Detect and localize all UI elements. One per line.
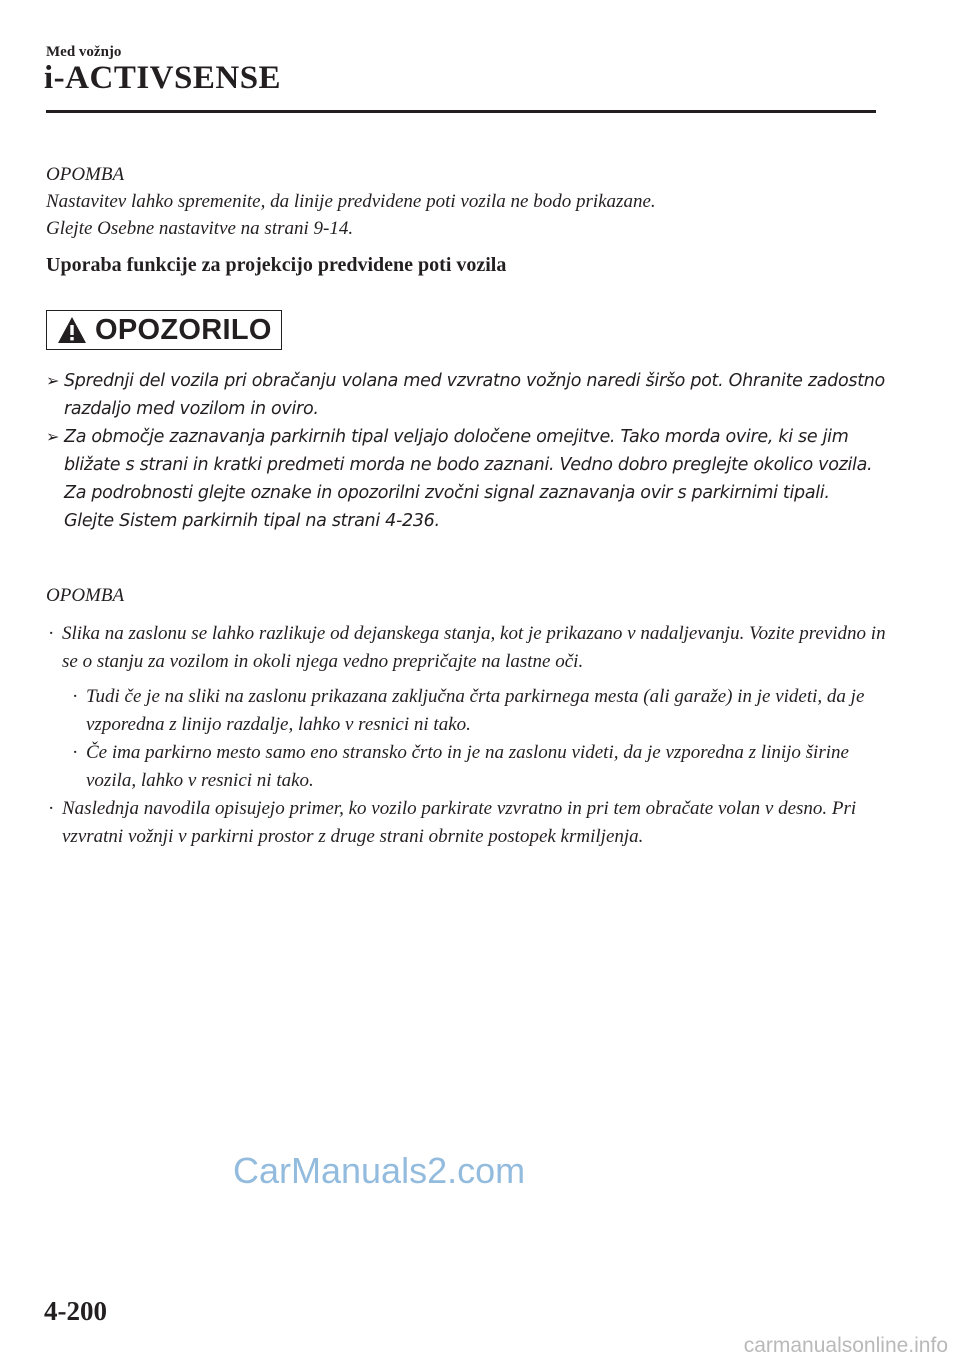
note-bullet <box>46 620 886 676</box>
note-bullet-text: Slika na zaslonu se lahko razlikuje od dejanskega stanja, kot je prikazano v nadaljevanju. Vozite previdno in se o stanju za vozilom in okoli njega vedno prepričajte na lastne oči. <box>62 623 886 672</box>
note-bullet-text: Naslednja navodila opisujejo primer, ko vozilo parkirate vzvratno in pri tem obračate volan v desno. Pri vzvratni vožnji v parkirni prostor z druge strani obrnite postopek krmiljenja. <box>62 798 857 847</box>
arrow-bullet-icon: ➢ <box>46 427 60 446</box>
warning-extra-line: Za podrobnosti glejte oznake in opozorilni zvočni signal zaznavanja ovir s parkirnimi tipali. <box>64 483 830 503</box>
warning-item-text: Za območje zaznavanja parkirnih tipal veljajo določene omejitve. Tako morda ovire, ki se jim bližate s strani in kratki predmeti morda ne bodo zaznani. Vedno dobro preglejte okolico vozila. <box>64 427 873 475</box>
warning-item <box>46 367 886 423</box>
warning-item-text: Sprednji del vozila pri obračanju volana med vzvratno vožnjo naredi širšo pot. Ohranite zadostno razdaljo med vozilom in oviro. <box>64 371 885 419</box>
note-line: Glejte Osebne nastavitve na strani 9-14. <box>46 218 354 239</box>
section-label: Med vožnjo <box>46 44 122 60</box>
subheading: Uporaba funkcije za projekcijo predvidene poti vozila <box>46 254 507 276</box>
header-rule <box>46 110 876 113</box>
note-block <box>46 620 886 858</box>
watermark: CarManuals2.com <box>233 1150 526 1191</box>
note-sub-bullet <box>70 683 886 739</box>
note-sub-bullet-text: Če ima parkirno mesto samo eno stransko črto in je na zaslonu videti, da je vzporedna z linijo širine vozila, lahko v resnici ni tako. <box>86 742 849 791</box>
warning-extra-line: Glejte Sistem parkirnih tipal na strani 4-236. <box>64 511 440 531</box>
note-heading: OPOMBA <box>46 585 125 606</box>
note-line: Nastavitev lahko spremenite, da linije predvidene poti vozila ne bodo prikazane. <box>46 191 656 212</box>
note-block <box>46 161 886 242</box>
bullet-dot-icon: · <box>72 686 79 707</box>
note-heading: OPOMBA <box>46 164 125 185</box>
page-number: 4-200 <box>44 1296 107 1326</box>
arrow-bullet-icon: ➢ <box>46 371 60 390</box>
footer-site-link[interactable]: carmanualsonline.info <box>743 1334 948 1357</box>
warning-list <box>46 367 886 535</box>
note-sub-bullet-text: Tudi če je na sliki na zaslonu prikazana zaključna črta parkirnega mesta (ali garaže) in je videti, da je vzporedna z linijo razdalje, lahko v resnici ni tako. <box>86 686 865 735</box>
note-sub-bullet <box>70 739 886 795</box>
warning-item <box>46 423 886 535</box>
warning-label: OPOZORILO <box>95 313 272 346</box>
note-bullet <box>46 795 886 851</box>
bullet-dot-icon: · <box>72 742 79 763</box>
warning-box <box>46 310 282 350</box>
bullet-dot-icon: · <box>48 798 55 819</box>
section-title: i-ACTIVSENSE <box>44 60 282 96</box>
warning-triangle-icon <box>57 316 87 344</box>
bullet-dot-icon: · <box>48 623 55 644</box>
